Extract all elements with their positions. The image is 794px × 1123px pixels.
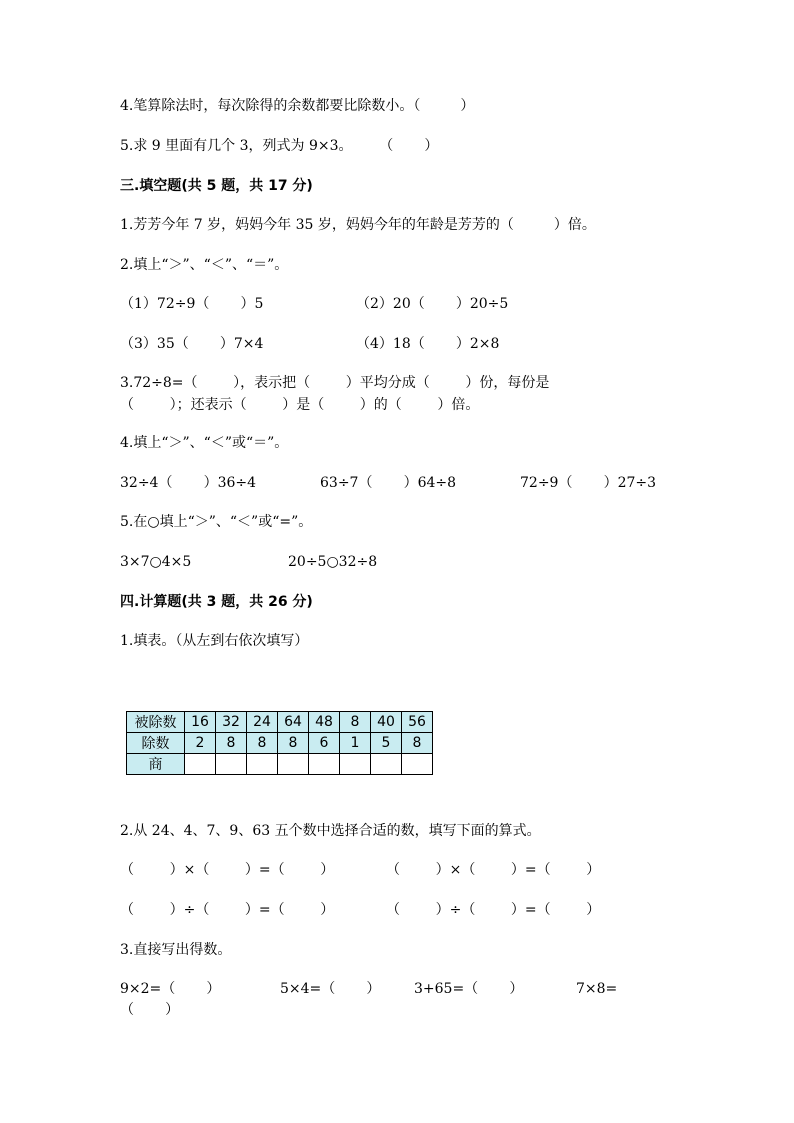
table-cell: 8: [247, 733, 278, 754]
direct-calc-4: 7×8=: [576, 981, 618, 997]
direct-calc-1: 9×2=（ ）: [120, 981, 221, 997]
table-cell: 40: [371, 712, 402, 733]
calc-question-1: 1.填表。（从左到右依次填写）: [120, 633, 309, 649]
table-cell: 2: [185, 733, 216, 754]
table-cell: 64: [278, 712, 309, 733]
fill-question-5: 5.在○填上“＞”、“＜”或“=”。: [120, 514, 313, 530]
equation-divide-1: （ ）÷（ ）=（ ）: [120, 902, 335, 918]
direct-calc-4-answer: （ ）: [120, 1002, 180, 1018]
section-4-title: 四.计算题(共 3 题，共 26 分): [120, 594, 313, 610]
fill-question-3-line-2: （ ）；还表示（ ）是（ ）的（ ）倍。: [120, 397, 480, 413]
table-cell: 32: [216, 712, 247, 733]
section-3-title: 三.填空题(共 5 题，共 17 分): [120, 178, 313, 194]
row-label-quotient: 商: [127, 754, 185, 775]
equation-multiply-2: （ ）×（ ）=（ ）: [386, 862, 601, 878]
compare-item-3: （3）35（ ）7×4: [120, 336, 264, 352]
equation-multiply-1: （ ）×（ ）=（ ）: [120, 862, 335, 878]
answer-cell[interactable]: [340, 754, 371, 775]
fill-question-3-line-1: 3.72÷8=（ ），表示把（ ）平均分成（ ）份，每份是: [120, 375, 550, 391]
table-cell: 1: [340, 733, 371, 754]
table-row-dividend: [127, 712, 433, 733]
table-cell: 8: [216, 733, 247, 754]
table-cell: 8: [340, 712, 371, 733]
equation-divide-2: （ ）÷（ ）=（ ）: [386, 902, 601, 918]
judge-question-4: 4.笔算除法时，每次除得的余数都要比除数小。（ ）: [120, 98, 475, 114]
answer-cell[interactable]: [247, 754, 278, 775]
division-table: [126, 711, 433, 775]
table-cell: 16: [185, 712, 216, 733]
table-cell: 24: [247, 712, 278, 733]
judge-question-5: 5.求 9 里面有几个 3，列式为 9×3。 （ ）: [120, 138, 439, 154]
direct-calc-2: 5×4=（ ）: [280, 981, 381, 997]
calc-question-3: 3.直接写出得数。: [120, 942, 232, 958]
table-cell: 8: [402, 733, 433, 754]
compare-row-item-2: 63÷7（ ）64÷8: [320, 475, 457, 491]
compare-row-item-3: 72÷9（ ）27÷3: [520, 475, 657, 491]
row-label-divisor: 除数: [127, 733, 185, 754]
compare-item-2: （2）20（ ）20÷5: [356, 296, 509, 312]
compare-row-item-1: 32÷4（ ）36÷4: [120, 475, 257, 491]
fill-question-2: 2.填上“＞”、“＜”、“＝”。: [120, 257, 289, 273]
answer-cell[interactable]: [278, 754, 309, 775]
compare-item-1: （1）72÷9（ ）5: [120, 296, 264, 312]
answer-cell[interactable]: [402, 754, 433, 775]
answer-cell[interactable]: [309, 754, 340, 775]
fill-question-1: 1.芳芳今年 7 岁，妈妈今年 35 岁，妈妈今年的年龄是芳芳的（ ）倍。: [120, 217, 596, 233]
table-cell: 5: [371, 733, 402, 754]
table-row-divisor: [127, 733, 433, 754]
table-cell: 8: [278, 733, 309, 754]
calc-question-2: 2.从 24、4、7、9、63 五个数中选择合适的数，填写下面的算式。: [120, 823, 541, 839]
direct-calc-3: 3+65=（ ）: [414, 981, 524, 997]
table-cell: 6: [309, 733, 340, 754]
compare-item-4: （4）18（ ）2×8: [356, 336, 500, 352]
fill-question-4: 4.填上“＞”、“＜”或“＝”。: [120, 435, 289, 451]
table-row-quotient: [127, 754, 433, 775]
answer-cell[interactable]: [371, 754, 402, 775]
table-cell: 48: [309, 712, 340, 733]
circle-compare-1: 3×7○4×5: [120, 554, 192, 570]
row-label-dividend: 被除数: [127, 712, 185, 733]
answer-cell[interactable]: [185, 754, 216, 775]
table-cell: 56: [402, 712, 433, 733]
circle-compare-2: 20÷5○32÷8: [288, 554, 378, 570]
answer-cell[interactable]: [216, 754, 247, 775]
